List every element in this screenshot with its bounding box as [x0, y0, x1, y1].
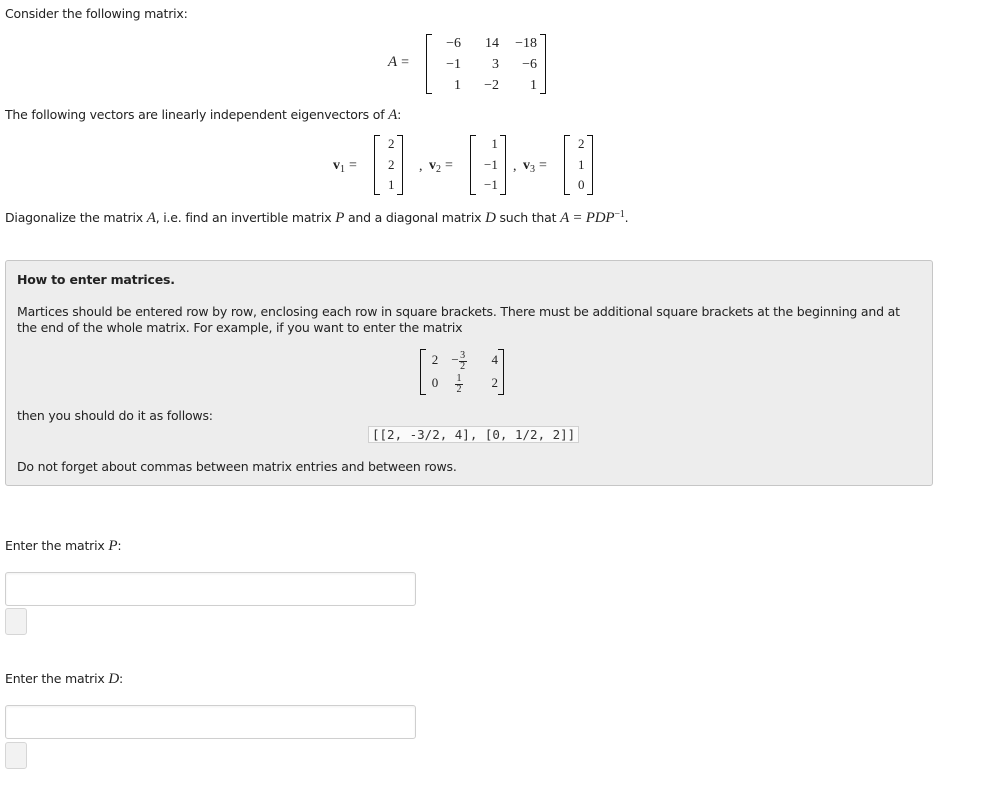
vector-v2 — [470, 135, 506, 195]
example-cell: 0 — [431, 375, 439, 390]
example-cell-frac: $\frac{1}{2}$ — [456, 372, 462, 395]
help-heading: How to enter matrices. — [17, 272, 175, 287]
vector-entry: 2 — [388, 136, 395, 152]
help-then-text: then you should do it as follows: — [17, 408, 213, 423]
comma-1: , — [419, 159, 423, 174]
vector-entry: 2 — [388, 156, 395, 172]
example-cell: 4 — [491, 352, 498, 368]
intro-text: Consider the following matrix: — [5, 6, 188, 21]
vector-entry: 0 — [578, 177, 585, 193]
matrix-a-cell: −1 — [446, 56, 461, 72]
matrix-a-cell: 1 — [530, 77, 537, 93]
matrix-d-input[interactable] — [5, 705, 416, 739]
example-code: [[2, -3/2, 4], [0, 1/2, 2]] — [368, 426, 579, 443]
enter-d-label: Enter the matrix D: — [5, 671, 123, 687]
matrix-p-preview-button[interactable] — [5, 608, 27, 635]
matrix-p-input[interactable] — [5, 572, 416, 606]
example-cell: 2 — [491, 375, 498, 390]
vector-entry: 1 — [388, 177, 395, 193]
vector-entry: 1 — [491, 136, 498, 152]
example-cell: 2 — [431, 352, 439, 368]
vector-entry: −1 — [484, 156, 498, 172]
vector-v3 — [564, 135, 593, 195]
matrix-a-cell: −18 — [515, 35, 537, 51]
vector-v2-label: $v_2$ = — [429, 158, 453, 175]
matrix-a-cell: −6 — [522, 56, 537, 72]
matrix-a-cell: −6 — [446, 35, 461, 51]
matrix-a-cell: 1 — [454, 77, 461, 93]
example-matrix — [420, 349, 504, 395]
vector-v1-label: $v_1$ = — [333, 158, 357, 175]
help-reminder: Do not forget about commas between matrix entries and between rows. — [17, 459, 457, 474]
vector-v3-label: $v_3$ = — [523, 158, 547, 175]
enter-p-label: Enter the matrix P: — [5, 538, 122, 554]
diagonalize-text: Diagonalize the matrix A, i.e. find an invertible matrix P and a diagonal matrix D such that $A = PDP^{-1}$. — [5, 209, 629, 227]
comma-2: , — [513, 159, 517, 174]
vector-entry: −1 — [484, 177, 498, 193]
matrix-a-label: A = — [388, 54, 410, 70]
matrix-a-cell: 3 — [492, 56, 499, 72]
matrix-a-cell: −2 — [484, 77, 499, 93]
matrix-d-preview-button[interactable] — [5, 742, 27, 769]
matrix-a-cell: 14 — [485, 35, 499, 51]
help-paragraph: Martices should be entered row by row, enclosing each row in square brackets. There must be additional square brackets at the beginning and at the end of the whole matrix. For example, if you want to enter the matrix — [17, 304, 900, 335]
vector-entry: 1 — [578, 156, 585, 172]
help-box — [5, 260, 933, 486]
vector-entry: 2 — [578, 136, 585, 152]
eigen-text: The following vectors are linearly independent eigenvectors of A: — [5, 107, 402, 123]
matrix-a — [426, 34, 546, 94]
example-cell-frac: − $\frac{3}{2}$ — [451, 350, 466, 372]
vector-v1 — [374, 135, 403, 195]
